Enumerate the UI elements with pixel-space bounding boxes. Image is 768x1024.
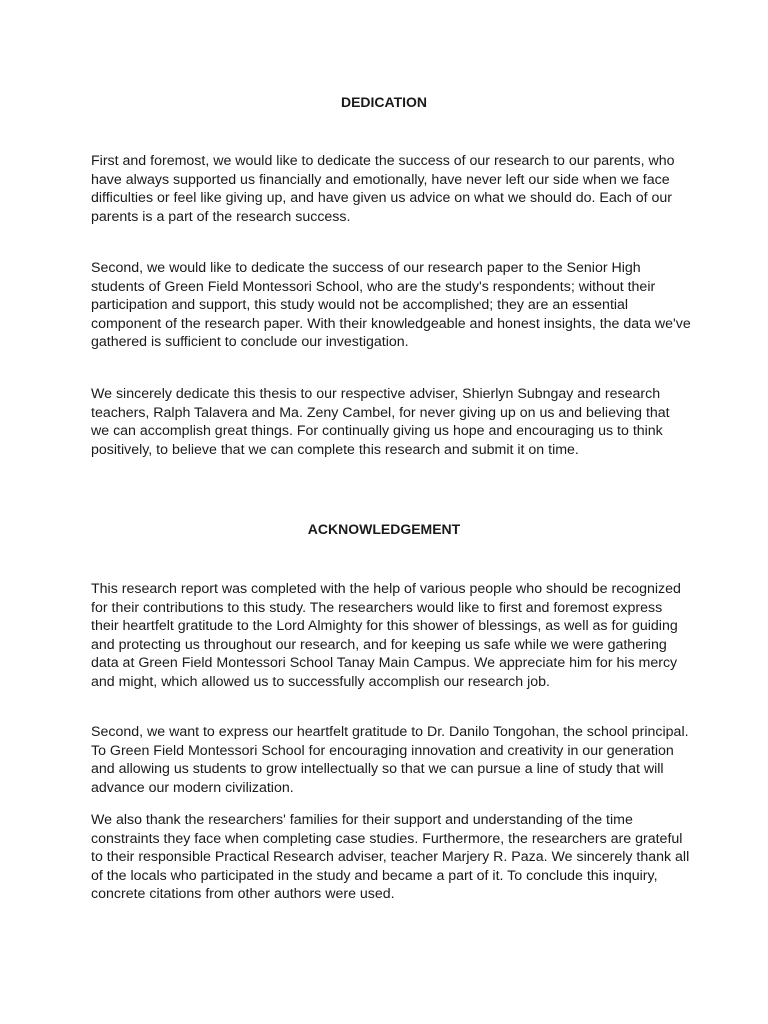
acknowledgement-paragraph-1: This research report was completed with the help of various people who should be recognized for their contributions to this study. The researchers would like to first and foremost express their heartfelt gratitude to the Lord Almighty for this shower of blessings, as well as for guiding and protecting us throughout our research, and for keeping us safe while we were gathering data at Green Field Montessori School Tanay Main Campus. We appreciate him for his mercy and might, which allowed us to successfully accomplish our research job. (91, 581, 681, 690)
acknowledgement-paragraph-3: We also thank the researchers' families for their support and understanding of the time constraints they face when completing case studies. Furthermore, the researchers are grateful to their responsible Practical Research adviser, teacher Marjery R. Paza. We sincerely thank all of the locals who participated in the study and became a part of it. To conclude this inquiry, concrete citations from other authors were used. (91, 812, 690, 903)
dedication-paragraph-3: We sincerely dedicate this thesis to our respective adviser, Shierlyn Subngay and research teachers, Ralph Talavera and Ma. Zeny Cambel, for never giving up on us and believing that we can accomplish great things. For continually giving us hope and encouraging us to think positively, to believe that we can complete this research and submit it on time. (91, 386, 670, 458)
dedication-paragraph-1: First and foremost, we would like to dedicate the success of our research to our parents, who have always supported us financially and emotionally, have never left our side when we face difficulties or feel like giving up, and have given us advice on what we should do. Each of our parents is a part of the research success. (91, 153, 675, 225)
acknowledgement-title: ACKNOWLEDGEMENT (307, 521, 461, 537)
dedication-paragraph-2: Second, we would like to dedicate the success of our research paper to the Senior High students of Green Field Montessori School, who are the study's respondents; without their participation and support, this study would not be accomplished; they are an essential component of the research paper. With their knowledgeable and honest insights, the data we've gathered is sufficient to conclude our investigation. (91, 260, 691, 351)
acknowledgement-paragraph-2: Second, we want to express our heartfelt gratitude to Dr. Danilo Tongohan, the school principal. To Green Field Montessori School for encouraging innovation and creativity in our generation and allowing us students to grow intellectually so that we can pursue a line of study that will advance our modern civilization. (91, 724, 689, 796)
dedication-title: DEDICATION (340, 94, 428, 110)
